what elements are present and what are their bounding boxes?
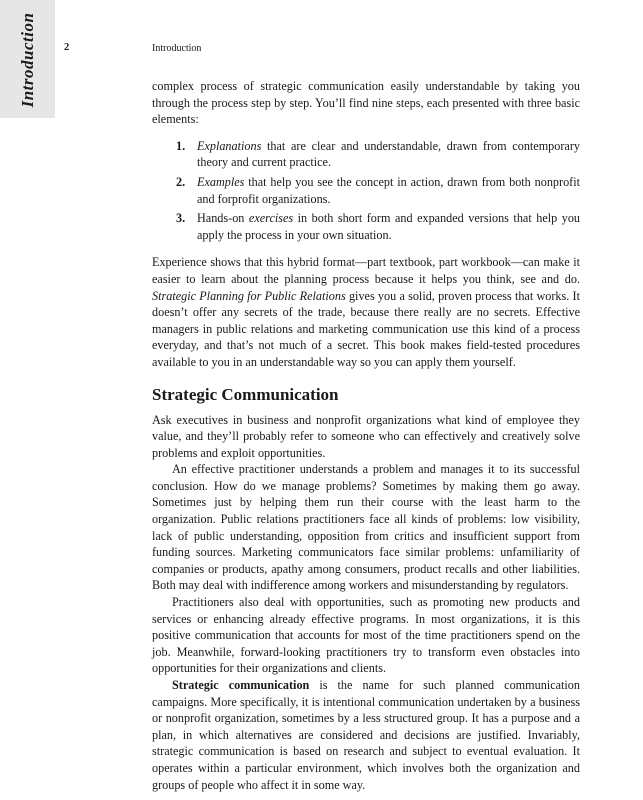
elements-list	[152, 138, 580, 244]
list-term: Explanations	[197, 138, 262, 153]
paragraph-4-text: is the name for such planned communication campaigns. More specifically, it is intentional communication undertaken by a business or nonprofit organization, sometimes by a less structured group. It has a purpose and a plan, in which alternatives are considered and decisions are justified. Invariably, strategic communication is based on research and subject to eventual evaluation. It operates within a particular environment, which involves both the organization and groups of people who affect it in some way.	[152, 678, 580, 792]
list-text: in both short form and expanded versions that help you apply the process in your own situation.	[197, 211, 581, 242]
list-number: 1.	[176, 138, 186, 153]
intro-paragraph: complex process of strategic communication easily understandable by taking you through the process step by step. You’ll find nine steps, each presented with three basic elements:	[152, 79, 580, 127]
running-head: Introduction	[152, 43, 202, 54]
section-heading: Strategic Communication	[152, 384, 339, 404]
list-item	[176, 138, 580, 171]
paragraph-1: Ask executives in business and nonprofit organizations what kind of employee they value, and they’ll probably refer to someone who can effectively and creatively solve problems and exploit opportunities.	[152, 412, 580, 460]
chapter-side-tab	[0, 0, 55, 118]
list-text-prefix: Hands-on	[197, 211, 249, 226]
list-number: 3.	[176, 211, 186, 226]
key-term: Strategic communication	[172, 678, 310, 692]
side-tab-label: Introduction	[18, 12, 37, 108]
list-text: that help you see the concept in action, drawn from both nonprofit and forprofit organizations.	[197, 174, 580, 206]
list-term: exercises	[248, 211, 294, 226]
experience-text-b: gives you a solid, proven process that works. It doesn’t offer any secrets of the trade, because there really are no secrets. Effective managers in public relations and marketing communication use this kind of a process everyday, and that’s not much of a secret. This book makes field-tested procedures available to you in an understandable way so you can apply them yourself.	[152, 288, 580, 369]
experience-paragraph	[152, 254, 580, 370]
paragraph-3: Practitioners also deal with opportunities, such as promoting new products and services or enhancing already effective programs. In most organizations, it is this positive communication that accounts for most of the time practitioners spend on the job. Meanwhile, forward-looking practitioners try to transform even obstacles into opportunities for their organizations and clients.	[152, 595, 580, 676]
list-text: that are clear and understandable, drawn from contemporary theory and current practice.	[197, 138, 580, 170]
paragraph-2: An effective practitioner understands a problem and manages it to its successful conclusion. How do we manage problems? Sometimes by making them go away. Sometimes just by helping them run their course with the least harm to the organization. Public relations practitioners face all kinds of problems: low visibility, lack of public understanding, opposition from critics and insufficient support from funding sources. Marketing communicators face similar problems: unfamiliarity of companies or products, apathy among consumers, product recalls and other liabilities. Both may deal with indifference among workers and misunderstanding by regulators.	[152, 462, 580, 593]
list-item	[176, 174, 580, 207]
list-number: 2.	[176, 174, 186, 189]
paragraph-4	[152, 677, 580, 793]
experience-text-a: Experience shows that this hybrid format—part textbook, part workbook—can make it easier to learn about the planning process because it helps you think, see and do.	[152, 255, 580, 286]
list-item	[176, 210, 580, 243]
body-text	[152, 78, 580, 793]
book-title: Strategic Planning for Public Relations	[152, 288, 346, 303]
page-number: 2	[64, 42, 70, 53]
list-term: Examples	[197, 174, 245, 189]
